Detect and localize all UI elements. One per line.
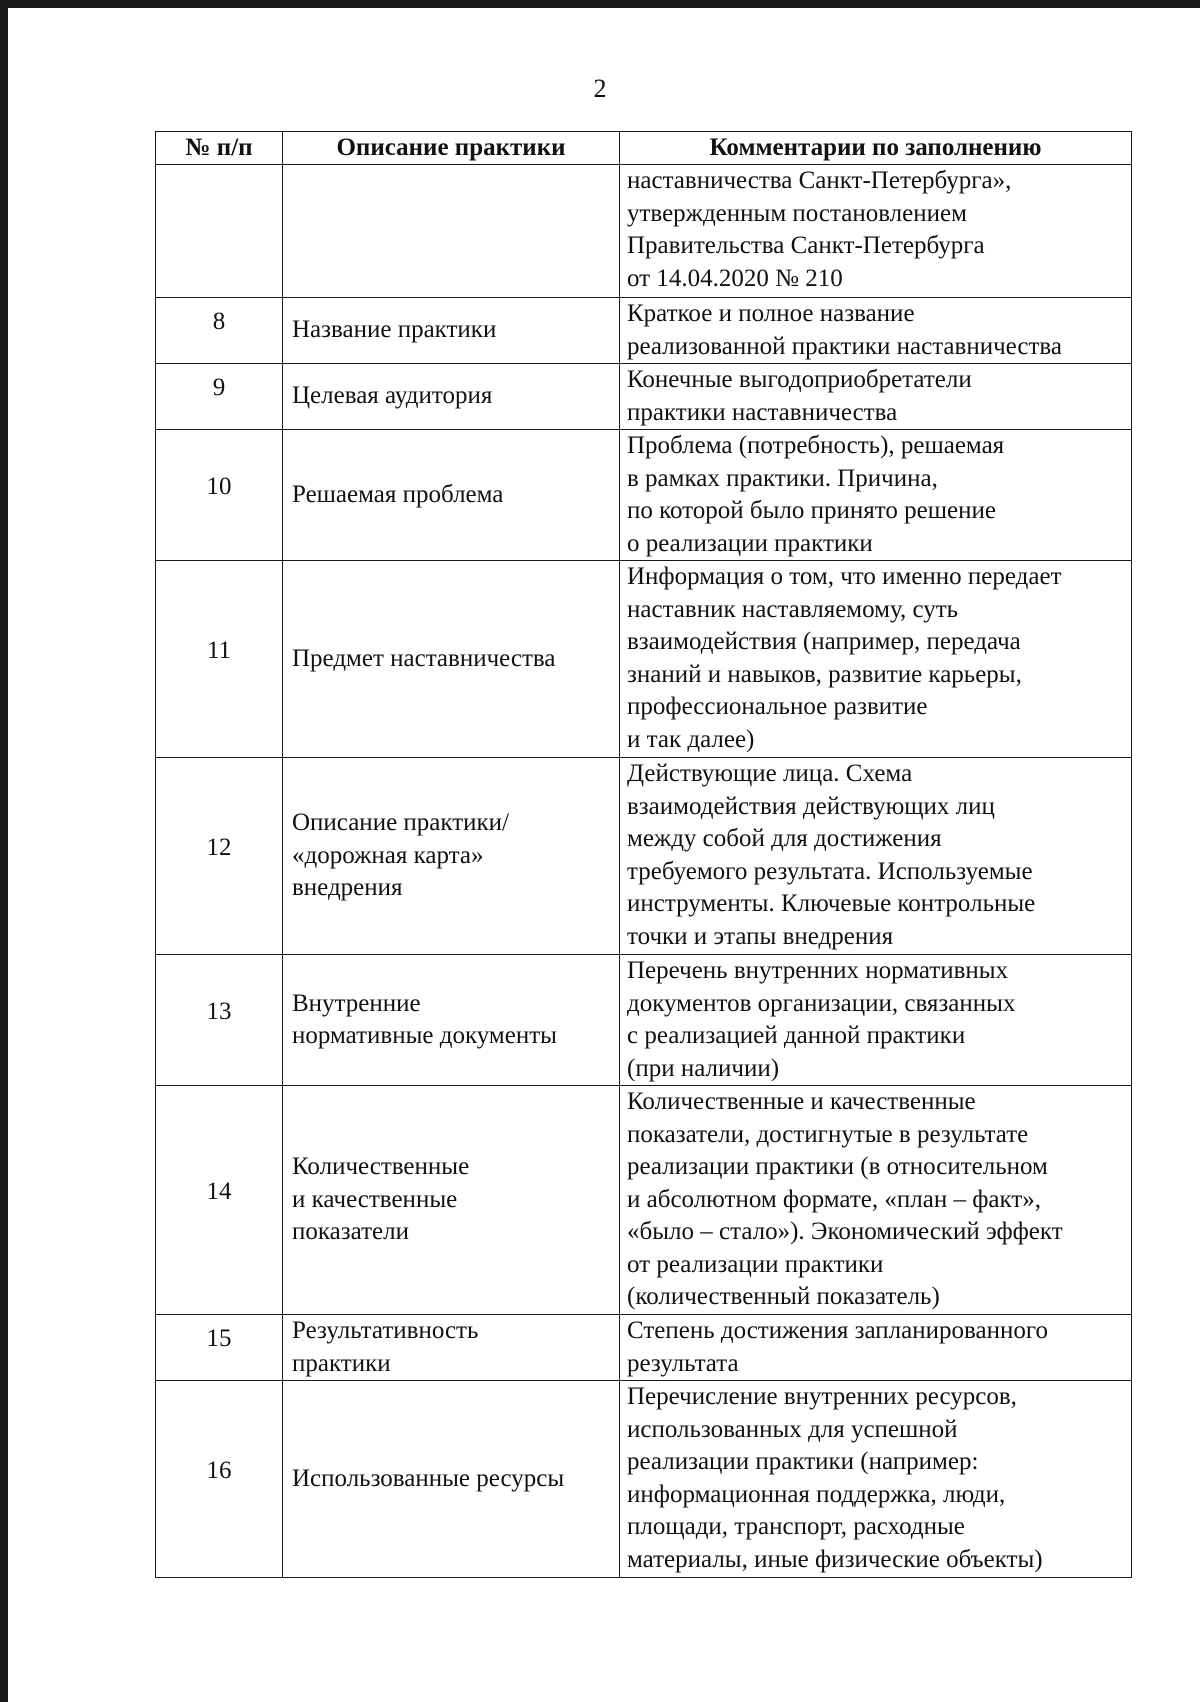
comment-line: инструменты. Ключевые контрольные <box>627 890 1036 917</box>
row-number: 8 <box>212 308 226 336</box>
comment-line: документов организации, связанных <box>627 989 1016 1017</box>
comment-line: (при наличии) <box>627 1054 780 1082</box>
comment-line: точки и этапы внедрения <box>627 922 894 950</box>
description-line: показатели <box>292 1218 409 1246</box>
table-row <box>156 364 1132 430</box>
description-cell <box>283 430 620 561</box>
comment-line: с реализацией данной практики <box>627 1022 966 1049</box>
comment-line: реализованной практики наставничества <box>627 332 1062 360</box>
comment-line: взаимодействия действующих лиц <box>627 792 995 820</box>
comment-line: профессиональное развитие <box>627 693 928 720</box>
description-cell <box>283 364 620 430</box>
row-number: 15 <box>206 1325 232 1353</box>
row-number-cell <box>156 955 283 1086</box>
comment-cell <box>620 955 1132 1086</box>
description-line: «дорожная карта» <box>292 841 484 869</box>
row-number: 11 <box>206 636 232 664</box>
table-body <box>156 165 1132 1578</box>
description-line: нормативные документы <box>292 1022 557 1049</box>
comment-line: «было – стало»). Экономический эффект <box>627 1218 1063 1245</box>
comment-line: (количественный показатель) <box>627 1283 940 1310</box>
comment-cell <box>620 1381 1132 1578</box>
comment-cell <box>620 1086 1132 1315</box>
table-header-row <box>156 132 1132 165</box>
row-number-cell <box>156 165 283 298</box>
practice-description-table <box>155 131 1132 1578</box>
description-line: внедрения <box>292 874 403 902</box>
description-cell <box>283 1381 620 1578</box>
comment-line: Действующие лица. Схема <box>627 760 913 787</box>
row-number-cell <box>156 1381 283 1578</box>
description-cell <box>283 298 620 364</box>
description-line: Название практики <box>292 316 497 344</box>
comment-cell <box>620 364 1132 430</box>
comment-line: Краткое и полное название <box>627 300 915 327</box>
comment-line: площади, транспорт, расходные <box>627 1513 965 1540</box>
comment-line: о реализации практики <box>627 529 873 557</box>
comment-line: Информация о том, что именно передает <box>627 563 1062 590</box>
table-row <box>156 430 1132 561</box>
comment-line: Конечные выгодоприобретатели <box>627 366 972 393</box>
comment-line: от реализации практики <box>627 1250 884 1278</box>
comment-line: Проблема (потребность), решаемая <box>627 432 1005 459</box>
description-cell <box>283 1315 620 1381</box>
row-number: 16 <box>206 1456 232 1484</box>
header-num: № п/п <box>156 132 283 165</box>
comment-line: наставник наставляемому, суть <box>627 595 959 623</box>
description-line: практики <box>292 1349 391 1377</box>
comment-line: Перечень внутренних нормативных <box>627 957 1009 984</box>
comment-line: использованных для успешной <box>627 1415 958 1443</box>
comment-line: и так далее) <box>627 725 755 753</box>
comment-line: Перечисление внутренних ресурсов, <box>627 1383 1017 1410</box>
row-number: 13 <box>206 997 232 1025</box>
description-line: Внутренние <box>292 989 421 1017</box>
scan-border-top <box>0 0 1200 8</box>
description-cell <box>283 758 620 955</box>
comment-line: по которой было принято решение <box>627 497 996 524</box>
comment-line: от 14.04.2020 № 210 <box>627 264 843 292</box>
row-number: 9 <box>212 374 226 402</box>
row-number-cell <box>156 1315 283 1381</box>
comment-line: и абсолютном формате, «план – факт», <box>627 1185 1041 1213</box>
table-row <box>156 1381 1132 1578</box>
description-cell <box>283 165 620 298</box>
description-cell <box>283 955 620 1086</box>
description-line: Использованные ресурсы <box>292 1464 565 1492</box>
comment-line: между собой для достижения <box>627 825 942 852</box>
comment-line: знаний и навыков, развитие карьеры, <box>627 660 1022 688</box>
row-number-cell <box>156 430 283 561</box>
comment-cell <box>620 561 1132 758</box>
comment-line: материалы, иные физические объекты) <box>627 1545 1043 1573</box>
comment-line: требуемого результата. Используемые <box>627 857 1033 885</box>
row-number-cell <box>156 364 283 430</box>
comment-line: в рамках практики. Причина, <box>627 464 938 492</box>
description-line: Результативность <box>292 1317 479 1344</box>
description-cell <box>283 1086 620 1315</box>
table-row <box>156 165 1132 298</box>
comment-line: информационная поддержка, люди, <box>627 1480 1006 1508</box>
table-row <box>156 955 1132 1086</box>
comment-line: взаимодействия (например, передача <box>627 628 1021 655</box>
row-number: 10 <box>206 472 232 500</box>
description-line: Целевая аудитория <box>292 382 493 410</box>
row-number-cell <box>156 758 283 955</box>
row-number-cell <box>156 1086 283 1315</box>
row-number: 12 <box>206 833 232 861</box>
comment-cell <box>620 430 1132 561</box>
comment-line: Количественные и качественные <box>627 1088 976 1115</box>
description-line: Описание практики/ <box>292 809 509 837</box>
header-description: Описание практики <box>283 132 620 165</box>
row-number-cell <box>156 561 283 758</box>
description-line: Решаемая проблема <box>292 480 504 508</box>
comment-line: реализации практики (в относительном <box>627 1153 1048 1180</box>
comment-line: результата <box>627 1349 739 1377</box>
description-cell <box>283 561 620 758</box>
comment-cell <box>620 758 1132 955</box>
header-comment: Комментарии по заполнению <box>620 132 1132 165</box>
comment-line: реализации практики (например: <box>627 1448 979 1475</box>
comment-line: практики наставничества <box>627 398 898 426</box>
comment-cell <box>620 165 1132 298</box>
comment-cell <box>620 298 1132 364</box>
description-line: Предмет наставничества <box>292 644 556 672</box>
table-row <box>156 298 1132 364</box>
comment-cell <box>620 1315 1132 1381</box>
comment-line: Степень достижения запланированного <box>627 1317 1048 1344</box>
row-number-cell <box>156 298 283 364</box>
table-row <box>156 561 1132 758</box>
scan-border-left <box>0 0 8 1702</box>
comment-line: Правительства Санкт-Петербурга <box>627 232 985 259</box>
table-row <box>156 758 1132 955</box>
description-line: Количественные <box>292 1153 470 1181</box>
table-row <box>156 1315 1132 1381</box>
description-line: и качественные <box>292 1185 458 1213</box>
comment-line: показатели, достигнутые в результате <box>627 1120 1029 1148</box>
comment-line: утвержденным постановлением <box>627 199 967 227</box>
comment-line: наставничества Санкт-Петербурга», <box>627 167 1012 194</box>
table-row <box>156 1086 1132 1315</box>
row-number: 14 <box>206 1177 232 1205</box>
page-number: 2 <box>593 74 607 103</box>
